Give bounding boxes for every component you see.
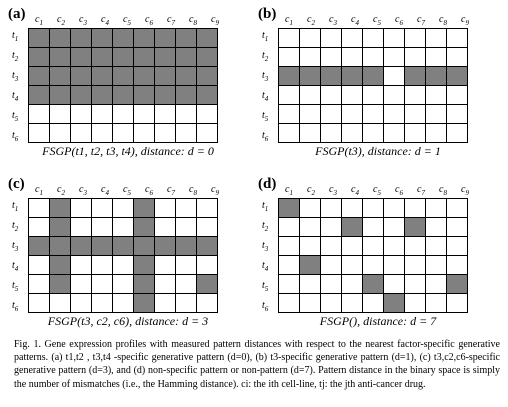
grid-cell-t1-c7 — [405, 29, 426, 48]
grid-cell-t6-c5 — [113, 124, 134, 143]
column-label-c9: $c_9$ — [211, 184, 219, 197]
grid-cell-t3-c6 — [134, 67, 155, 86]
grid-cell-t6-c2 — [300, 124, 321, 143]
grid-cell-t3-c2 — [50, 237, 71, 256]
grid-cell-t3-c5 — [363, 237, 384, 256]
panel-letter: (c) — [8, 176, 25, 192]
grid-cell-t4-c8 — [426, 86, 447, 105]
column-label-c6: $c_6$ — [395, 14, 403, 27]
grid-cell-t4-c7 — [405, 86, 426, 105]
grid-cell-t4-c8 — [176, 86, 197, 105]
grid-cell-t2-c9 — [197, 48, 218, 67]
grid-cell-t3-c7 — [155, 67, 176, 86]
grid-cell-t5-c7 — [155, 275, 176, 294]
pattern-grid — [28, 28, 218, 143]
grid-cell-t2-c1 — [29, 218, 50, 237]
row-label-t4: $t_4$ — [262, 90, 269, 103]
grid-cell-t3-c9 — [447, 67, 468, 86]
column-label-c8: $c_8$ — [189, 184, 197, 197]
grid-cell-t2-c3 — [71, 218, 92, 237]
grid-cell-t4-c1 — [29, 86, 50, 105]
row-label-t3: $t_3$ — [12, 240, 19, 253]
grid-cell-t3-c4 — [342, 67, 363, 86]
row-label-t4: $t_4$ — [262, 260, 269, 273]
grid-cell-t3-c6 — [384, 237, 405, 256]
grid-cell-t6-c7 — [405, 294, 426, 313]
grid-cell-t2-c4 — [342, 218, 363, 237]
row-label-t3: $t_3$ — [262, 70, 269, 83]
grid-cell-t1-c1 — [279, 199, 300, 218]
row-label-t1: $t_1$ — [12, 30, 19, 43]
grid-cell-t2-c5 — [113, 48, 134, 67]
grid-cell-t1-c6 — [134, 29, 155, 48]
column-label-c3: $c_3$ — [329, 14, 337, 27]
grid-cell-t6-c5 — [113, 294, 134, 313]
column-label-c1: $c_1$ — [35, 14, 43, 27]
grid-cell-t3-c7 — [405, 67, 426, 86]
grid-cell-t4-c4 — [92, 256, 113, 275]
grid-cell-t5-c6 — [134, 105, 155, 124]
grid-cell-t6-c5 — [363, 124, 384, 143]
grid-cell-t4-c5 — [363, 256, 384, 275]
grid-cell-t2-c8 — [426, 218, 447, 237]
column-label-c8: $c_8$ — [189, 14, 197, 27]
grid-cell-t1-c3 — [71, 29, 92, 48]
grid-cell-t4-c2 — [50, 86, 71, 105]
grid-cell-t3-c5 — [113, 237, 134, 256]
grid-cell-t6-c8 — [426, 294, 447, 313]
grid-cell-t2-c3 — [321, 218, 342, 237]
grid-cell-t2-c7 — [405, 218, 426, 237]
grid-cell-t4-c7 — [155, 256, 176, 275]
panel-caption: FSGP(t3, c2, c6), distance: d = 3 — [47, 314, 209, 328]
row-label-t5: $t_5$ — [12, 110, 19, 123]
row-label-t1: $t_1$ — [262, 200, 269, 213]
column-label-c7: $c_7$ — [417, 14, 425, 27]
grid-cell-t6-c8 — [426, 124, 447, 143]
grid-cell-t6-c9 — [447, 124, 468, 143]
grid-cell-t6-c1 — [29, 294, 50, 313]
grid-cell-t6-c1 — [29, 124, 50, 143]
grid-cell-t4-c1 — [279, 256, 300, 275]
grid-cell-t3-c7 — [405, 237, 426, 256]
grid-cell-t5-c4 — [342, 105, 363, 124]
grid-cell-t2-c9 — [197, 218, 218, 237]
row-label-t1: $t_1$ — [12, 200, 19, 213]
grid-cell-t4-c9 — [197, 86, 218, 105]
grid-cell-t1-c3 — [321, 29, 342, 48]
column-label-c9: $c_9$ — [461, 14, 469, 27]
grid-cell-t6-c7 — [155, 294, 176, 313]
grid-cell-t2-c4 — [342, 48, 363, 67]
grid-cell-t5-c4 — [92, 105, 113, 124]
grid-cell-t2-c1 — [279, 218, 300, 237]
grid-cell-t5-c7 — [405, 275, 426, 294]
grid-cell-t2-c9 — [447, 48, 468, 67]
grid-cell-t2-c2 — [50, 48, 71, 67]
column-label-c7: $c_7$ — [167, 14, 175, 27]
grid-cell-t5-c8 — [176, 275, 197, 294]
grid-cell-t6-c3 — [71, 294, 92, 313]
panel-caption: FSGP(t1, t2, t3, t4), distance: d = 0 — [42, 144, 214, 158]
row-label-t6: $t_6$ — [262, 300, 269, 313]
grid-cell-t6-c1 — [279, 124, 300, 143]
grid-cell-t4-c2 — [300, 256, 321, 275]
grid-cell-t5-c6 — [384, 275, 405, 294]
column-label-c5: $c_5$ — [373, 14, 381, 27]
grid-cell-t2-c7 — [155, 218, 176, 237]
grid-cell-t4-c4 — [92, 86, 113, 105]
column-label-c6: $c_6$ — [145, 184, 153, 197]
pattern-grid — [278, 198, 468, 313]
grid-cell-t5-c4 — [342, 275, 363, 294]
grid-cell-t3-c5 — [363, 67, 384, 86]
grid-cell-t1-c5 — [363, 199, 384, 218]
grid-cell-t4-c5 — [363, 86, 384, 105]
column-label-c8: $c_8$ — [439, 184, 447, 197]
grid-cell-t4-c3 — [71, 256, 92, 275]
grid-cell-t3-c6 — [134, 237, 155, 256]
grid-cell-t6-c4 — [342, 124, 363, 143]
grid-cell-t1-c2 — [50, 199, 71, 218]
grid-cell-t2-c9 — [447, 218, 468, 237]
row-label-t6: $t_6$ — [12, 300, 19, 313]
grid-cell-t3-c1 — [279, 237, 300, 256]
grid-cell-t2-c5 — [363, 218, 384, 237]
grid-cell-t4-c4 — [342, 86, 363, 105]
grid-cell-t6-c6 — [384, 294, 405, 313]
grid-cell-t4-c9 — [447, 256, 468, 275]
grid-cell-t2-c3 — [71, 48, 92, 67]
grid-cell-t6-c4 — [342, 294, 363, 313]
column-label-c3: $c_3$ — [329, 184, 337, 197]
grid-cell-t5-c6 — [134, 275, 155, 294]
grid-cell-t4-c3 — [321, 256, 342, 275]
pattern-grid — [28, 198, 218, 313]
grid-cell-t1-c4 — [342, 29, 363, 48]
panel-letter: (a) — [8, 6, 26, 22]
grid-cell-t2-c8 — [176, 218, 197, 237]
grid-cell-t5-c8 — [176, 105, 197, 124]
grid-cell-t4-c3 — [71, 86, 92, 105]
grid-cell-t4-c1 — [29, 256, 50, 275]
grid-cell-t1-c8 — [426, 29, 447, 48]
grid-cell-t1-c9 — [197, 199, 218, 218]
row-label-t6: $t_6$ — [12, 130, 19, 143]
grid-cell-t3-c9 — [447, 237, 468, 256]
grid-cell-t6-c4 — [92, 294, 113, 313]
grid-cell-t6-c6 — [134, 294, 155, 313]
grid-cell-t6-c2 — [50, 294, 71, 313]
grid-cell-t6-c3 — [321, 294, 342, 313]
column-label-c9: $c_9$ — [461, 184, 469, 197]
grid-cell-t4-c3 — [321, 86, 342, 105]
figure-caption: Fig. 1. Gene expression profiles with measured pattern distances with respect to the nearest factor-specific generative patterns. (a) t1,t2 , t3,t4 -specific generative pattern (d=0), (b) t3-specific generative pattern (d=1), (c) t3,c2,c6-specific generative pattern (d=3), and (d) non-specific pattern or non-pattern (d=7). Pattern distance in the binary space is simply the number of mismatches (i.e., the Hamming distance). ci: the ith cell-line, tj: the jth anti-cancer drug. — [14, 339, 500, 390]
grid-cell-t2-c6 — [134, 218, 155, 237]
grid-cell-t1-c2 — [300, 29, 321, 48]
grid-cell-t6-c6 — [384, 124, 405, 143]
grid-cell-t5-c9 — [447, 105, 468, 124]
grid-cell-t5-c8 — [426, 275, 447, 294]
grid-cell-t2-c7 — [405, 48, 426, 67]
grid-cell-t3-c4 — [92, 67, 113, 86]
grid-cell-t2-c2 — [50, 218, 71, 237]
grid-cell-t5-c1 — [279, 105, 300, 124]
grid-cell-t1-c1 — [279, 29, 300, 48]
grid-cell-t2-c1 — [279, 48, 300, 67]
grid-cell-t5-c5 — [363, 275, 384, 294]
column-label-c4: $c_4$ — [101, 184, 109, 197]
column-label-c6: $c_6$ — [145, 14, 153, 27]
grid-cell-t6-c4 — [92, 124, 113, 143]
grid-cell-t5-c2 — [50, 105, 71, 124]
grid-cell-t4-c8 — [176, 256, 197, 275]
grid-cell-t5-c9 — [447, 275, 468, 294]
column-label-c4: $c_4$ — [351, 14, 359, 27]
grid-cell-t1-c2 — [50, 29, 71, 48]
grid-cell-t4-c6 — [384, 256, 405, 275]
grid-cell-t5-c6 — [384, 105, 405, 124]
grid-cell-t1-c9 — [197, 29, 218, 48]
grid-cell-t2-c5 — [113, 218, 134, 237]
grid-cell-t2-c4 — [92, 48, 113, 67]
grid-cell-t3-c8 — [426, 67, 447, 86]
row-label-t2: $t_2$ — [262, 220, 269, 233]
grid-cell-t2-c2 — [300, 48, 321, 67]
grid-cell-t5-c1 — [29, 275, 50, 294]
grid-cell-t3-c1 — [279, 67, 300, 86]
row-label-t2: $t_2$ — [12, 220, 19, 233]
row-label-t2: $t_2$ — [262, 50, 269, 63]
grid-cell-t5-c2 — [300, 105, 321, 124]
panel-letter: (b) — [258, 6, 277, 22]
column-label-c4: $c_4$ — [351, 184, 359, 197]
grid-cell-t4-c7 — [405, 256, 426, 275]
grid-cell-t3-c3 — [71, 237, 92, 256]
grid-cell-t3-c9 — [197, 237, 218, 256]
row-label-t3: $t_3$ — [262, 240, 269, 253]
column-label-c1: $c_1$ — [285, 184, 293, 197]
column-label-c5: $c_5$ — [373, 184, 381, 197]
column-label-c5: $c_5$ — [123, 184, 131, 197]
grid-cell-t3-c2 — [50, 67, 71, 86]
grid-cell-t1-c1 — [29, 199, 50, 218]
grid-cell-t4-c2 — [300, 86, 321, 105]
grid-cell-t1-c6 — [384, 29, 405, 48]
grid-cell-t6-c3 — [71, 124, 92, 143]
grid-cell-t1-c7 — [155, 29, 176, 48]
grid-cell-t5-c5 — [113, 275, 134, 294]
column-label-c7: $c_7$ — [167, 184, 175, 197]
grid-cell-t2-c6 — [384, 218, 405, 237]
panel-b — [258, 6, 498, 164]
grid-cell-t6-c2 — [300, 294, 321, 313]
grid-cell-t5-c7 — [405, 105, 426, 124]
grid-cell-t1-c7 — [405, 199, 426, 218]
grid-cell-t3-c5 — [113, 67, 134, 86]
column-label-c6: $c_6$ — [395, 184, 403, 197]
grid-cell-t6-c8 — [176, 294, 197, 313]
row-label-t6: $t_6$ — [262, 130, 269, 143]
grid-cell-t3-c4 — [342, 237, 363, 256]
grid-cell-t3-c3 — [71, 67, 92, 86]
row-label-t5: $t_5$ — [262, 110, 269, 123]
grid-cell-t4-c2 — [50, 256, 71, 275]
grid-cell-t4-c1 — [279, 86, 300, 105]
grid-cell-t3-c4 — [92, 237, 113, 256]
grid-cell-t6-c9 — [197, 294, 218, 313]
grid-cell-t3-c8 — [176, 237, 197, 256]
column-label-c9: $c_9$ — [211, 14, 219, 27]
grid-cell-t5-c4 — [92, 275, 113, 294]
grid-cell-t3-c9 — [197, 67, 218, 86]
grid-cell-t1-c6 — [384, 199, 405, 218]
grid-cell-t5-c2 — [300, 275, 321, 294]
grid-cell-t3-c2 — [300, 237, 321, 256]
row-label-t5: $t_5$ — [262, 280, 269, 293]
panel-caption: FSGP(), distance: d = 7 — [319, 314, 437, 328]
grid-cell-t1-c4 — [92, 199, 113, 218]
panel-letter: (d) — [258, 176, 277, 192]
grid-cell-t4-c7 — [155, 86, 176, 105]
grid-cell-t2-c3 — [321, 48, 342, 67]
row-label-t4: $t_4$ — [12, 90, 19, 103]
panel-caption: FSGP(t3), distance: d = 1 — [315, 144, 441, 158]
grid-cell-t5-c8 — [426, 105, 447, 124]
row-label-t4: $t_4$ — [12, 260, 19, 273]
grid-cell-t6-c1 — [279, 294, 300, 313]
grid-cell-t5-c3 — [321, 105, 342, 124]
column-label-c1: $c_1$ — [285, 14, 293, 27]
grid-cell-t4-c8 — [426, 256, 447, 275]
grid-cell-t5-c2 — [50, 275, 71, 294]
grid-cell-t5-c1 — [29, 105, 50, 124]
grid-cell-t1-c8 — [426, 199, 447, 218]
grid-cell-t1-c4 — [342, 199, 363, 218]
grid-cell-t4-c6 — [384, 86, 405, 105]
grid-cell-t2-c6 — [384, 48, 405, 67]
grid-cell-t1-c8 — [176, 29, 197, 48]
grid-cell-t4-c5 — [113, 256, 134, 275]
grid-cell-t1-c5 — [113, 29, 134, 48]
grid-cell-t2-c1 — [29, 48, 50, 67]
row-label-t2: $t_2$ — [12, 50, 19, 63]
grid-cell-t2-c7 — [155, 48, 176, 67]
panel-c — [8, 176, 248, 334]
row-label-t5: $t_5$ — [12, 280, 19, 293]
grid-cell-t3-c1 — [29, 67, 50, 86]
grid-cell-t5-c7 — [155, 105, 176, 124]
grid-cell-t4-c9 — [447, 86, 468, 105]
grid-cell-t5-c3 — [71, 105, 92, 124]
column-label-c2: $c_2$ — [57, 14, 65, 27]
grid-cell-t4-c4 — [342, 256, 363, 275]
grid-cell-t3-c2 — [300, 67, 321, 86]
grid-cell-t1-c9 — [447, 29, 468, 48]
grid-cell-t4-c6 — [134, 256, 155, 275]
grid-cell-t2-c8 — [176, 48, 197, 67]
grid-cell-t1-c3 — [321, 199, 342, 218]
column-label-c2: $c_2$ — [57, 184, 65, 197]
grid-cell-t2-c4 — [92, 218, 113, 237]
grid-cell-t3-c8 — [176, 67, 197, 86]
grid-cell-t6-c9 — [197, 124, 218, 143]
grid-cell-t3-c3 — [321, 237, 342, 256]
row-label-t3: $t_3$ — [12, 70, 19, 83]
grid-cell-t2-c8 — [426, 48, 447, 67]
grid-cell-t6-c3 — [321, 124, 342, 143]
column-label-c4: $c_4$ — [101, 14, 109, 27]
column-label-c7: $c_7$ — [417, 184, 425, 197]
grid-cell-t5-c1 — [279, 275, 300, 294]
grid-cell-t2-c2 — [300, 218, 321, 237]
grid-cell-t6-c5 — [363, 294, 384, 313]
grid-cell-t2-c5 — [363, 48, 384, 67]
grid-cell-t4-c6 — [134, 86, 155, 105]
grid-cell-t6-c2 — [50, 124, 71, 143]
panel-d — [258, 176, 498, 334]
grid-cell-t1-c4 — [92, 29, 113, 48]
grid-cell-t6-c6 — [134, 124, 155, 143]
column-label-c3: $c_3$ — [79, 14, 87, 27]
grid-cell-t2-c6 — [134, 48, 155, 67]
grid-cell-t5-c9 — [197, 275, 218, 294]
grid-cell-t4-c9 — [197, 256, 218, 275]
pattern-grid — [278, 28, 468, 143]
grid-cell-t1-c2 — [300, 199, 321, 218]
column-label-c5: $c_5$ — [123, 14, 131, 27]
grid-cell-t6-c8 — [176, 124, 197, 143]
grid-cell-t4-c5 — [113, 86, 134, 105]
grid-cell-t5-c5 — [113, 105, 134, 124]
grid-cell-t1-c5 — [113, 199, 134, 218]
grid-cell-t6-c7 — [405, 124, 426, 143]
grid-cell-t1-c5 — [363, 29, 384, 48]
grid-cell-t1-c7 — [155, 199, 176, 218]
column-label-c1: $c_1$ — [35, 184, 43, 197]
grid-cell-t5-c3 — [321, 275, 342, 294]
grid-cell-t3-c1 — [29, 237, 50, 256]
row-label-t1: $t_1$ — [262, 30, 269, 43]
column-label-c2: $c_2$ — [307, 184, 315, 197]
grid-cell-t3-c3 — [321, 67, 342, 86]
grid-cell-t3-c7 — [155, 237, 176, 256]
grid-cell-t1-c8 — [176, 199, 197, 218]
grid-cell-t6-c7 — [155, 124, 176, 143]
grid-cell-t1-c1 — [29, 29, 50, 48]
grid-cell-t3-c6 — [384, 67, 405, 86]
column-label-c3: $c_3$ — [79, 184, 87, 197]
grid-cell-t1-c6 — [134, 199, 155, 218]
grid-cell-t5-c9 — [197, 105, 218, 124]
column-label-c2: $c_2$ — [307, 14, 315, 27]
column-label-c8: $c_8$ — [439, 14, 447, 27]
grid-cell-t3-c8 — [426, 237, 447, 256]
grid-cell-t5-c5 — [363, 105, 384, 124]
grid-cell-t1-c9 — [447, 199, 468, 218]
grid-cell-t5-c3 — [71, 275, 92, 294]
panel-a — [8, 6, 248, 164]
grid-cell-t1-c3 — [71, 199, 92, 218]
grid-cell-t6-c9 — [447, 294, 468, 313]
